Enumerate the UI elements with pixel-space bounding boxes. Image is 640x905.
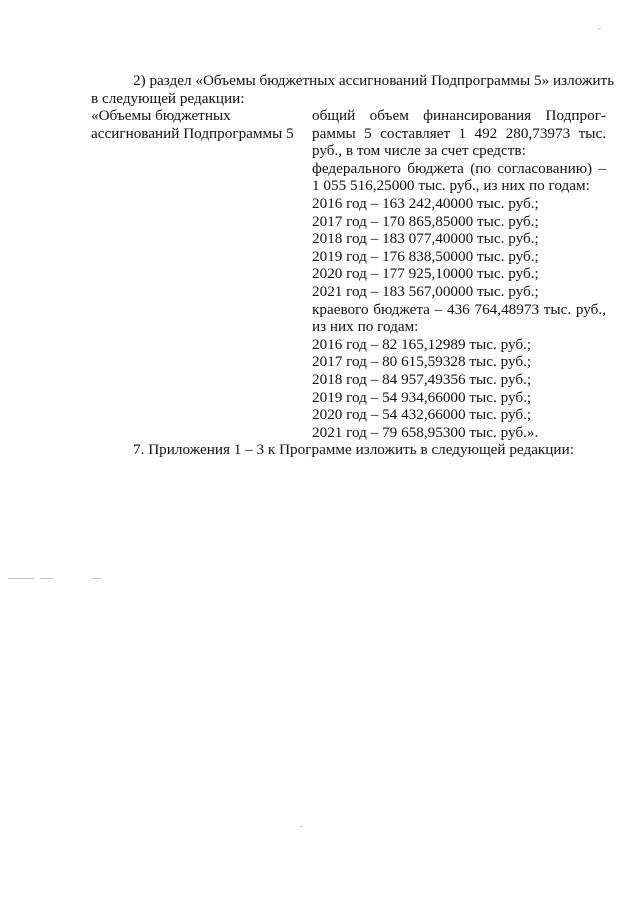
regional-line-2: из них по годам: [312, 318, 419, 336]
federal-year-2019: 2019 год – 176 838,50000 тыс. руб.; [312, 247, 539, 265]
regional-line-1: краевого бюджета – 436 764,48973 тыс. руб., [312, 300, 606, 318]
total-line-1: общий объем финансирования Подпрог- [312, 107, 606, 124]
regional-year-2017: 2017 год – 80 615,59328 тыс. руб.; [312, 353, 532, 371]
intro-line-2: в следующей редакции: [91, 89, 245, 107]
total-line-3: руб., в том числе за счет средств: [312, 142, 526, 160]
funding-details [312, 107, 606, 441]
federal-year-2021: 2021 год – 183 567,00000 тыс. руб.; [312, 282, 539, 300]
scan-speck [40, 578, 54, 579]
federal-year-2018: 2018 год – 183 077,40000 тыс. руб.; [312, 230, 539, 248]
federal-year-2016: 2016 год – 163 242,40000 тыс. руб.; [312, 194, 539, 212]
scan-speck [300, 826, 303, 827]
scan-speck [598, 28, 601, 29]
intro-line-1: 2) раздел «Объемы бюджетных ассигнований Подпрограммы 5» изложить [133, 72, 615, 89]
regional-year-2021: 2021 год – 79 658,95300 тыс. руб.». [312, 423, 539, 441]
federal-line-2: 1 055 516,25000 тыс. руб., из них по годам: [312, 177, 590, 195]
intro-paragraph [91, 72, 615, 107]
section-label [91, 107, 301, 142]
scan-speck [92, 578, 102, 579]
section-label-line-1: «Объемы бюджетных [91, 107, 231, 124]
regional-year-2020: 2020 год – 54 432,66000 тыс. руб.; [312, 406, 532, 424]
federal-year-2020: 2020 год – 177 925,10000 тыс. руб.; [312, 265, 539, 283]
final-paragraph: 7. Приложения 1 – 3 к Программе изложить в следующей редакции: [133, 441, 574, 458]
regional-year-2016: 2016 год – 82 165,12989 тыс. руб.; [312, 335, 532, 353]
section-label-line-2: ассигнований Подпрограммы 5 [91, 124, 294, 142]
regional-year-2018: 2018 год – 84 957,49356 тыс. руб.; [312, 370, 532, 388]
total-line-2: раммы 5 составляет 1 492 280,73973 тыс. [312, 124, 606, 142]
federal-year-2017: 2017 год – 170 865,85000 тыс. руб.; [312, 212, 539, 230]
scan-speck [8, 578, 34, 579]
federal-line-1: федерального бюджета (по согласованию) – [312, 159, 606, 177]
regional-year-2019: 2019 год – 54 934,66000 тыс. руб.; [312, 388, 532, 406]
